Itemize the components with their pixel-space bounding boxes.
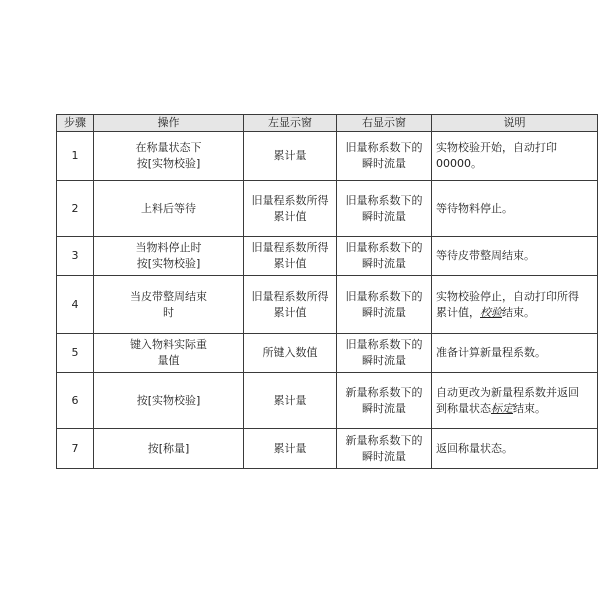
step-number: 2 — [57, 181, 94, 237]
header-right-display: 右显示窗 — [337, 115, 432, 132]
left-display-cell — [244, 373, 337, 429]
right-display-cell — [337, 181, 432, 237]
table-row — [57, 132, 598, 181]
operation-line: 时 — [163, 305, 174, 319]
left-display-line: 累计值 — [273, 257, 307, 270]
description-cell — [432, 429, 598, 469]
description-line: 等待物料停止。 — [436, 201, 513, 215]
left-display-line: 累计量 — [273, 441, 307, 455]
left-display-line: 累计值 — [273, 209, 307, 223]
right-display-line: 新量称系数下的 — [345, 433, 423, 447]
header-step: 步骤 — [57, 115, 94, 132]
right-display-cell — [337, 132, 432, 181]
description-text: 到称量状态 — [436, 401, 491, 415]
operation-line: 当物料停止时 — [135, 241, 202, 254]
description-line: 实物校验开始，自动打印 — [436, 141, 557, 154]
left-display-line: 累计值 — [273, 305, 307, 319]
right-display-line: 瞬时流量 — [362, 401, 406, 415]
description-line: 返回称量状态。 — [436, 441, 513, 455]
description-text: 累计值， — [436, 305, 480, 319]
table-header-row — [57, 115, 598, 132]
operation-line: 按[称量] — [147, 441, 190, 455]
operation-line: 在称量状态下 — [135, 141, 202, 154]
step-number: 7 — [57, 429, 94, 469]
left-display-cell — [244, 237, 337, 276]
step-number: 6 — [57, 373, 94, 429]
operation-line: 按[实物校验] — [136, 257, 201, 270]
operation-cell — [94, 132, 244, 181]
left-display-line: 旧量程系数所得 — [251, 241, 329, 254]
step-number: 3 — [57, 237, 94, 276]
description-text: 结束。 — [513, 401, 546, 415]
step-number: 5 — [57, 334, 94, 373]
operation-cell — [94, 373, 244, 429]
right-display-cell — [337, 429, 432, 469]
description-text: 结束。 — [502, 305, 535, 319]
table-row — [57, 373, 598, 429]
right-display-line: 旧量称系数下的 — [345, 289, 423, 303]
description-line: 等待皮带整周结束。 — [436, 249, 535, 262]
operation-line: 当皮带整周结束 — [130, 289, 207, 303]
operation-cell — [94, 429, 244, 469]
right-display-cell — [337, 237, 432, 276]
description-line: 准备计算新量程系数。 — [436, 346, 546, 359]
description-cell — [432, 373, 598, 429]
table-row — [57, 334, 598, 373]
operation-line: 上料后等待 — [141, 201, 196, 215]
left-display-cell — [244, 276, 337, 334]
left-display-line: 所键入数值 — [262, 346, 318, 359]
table-row — [57, 237, 598, 276]
table-row — [57, 429, 598, 469]
table-row — [57, 276, 598, 334]
header-operation: 操作 — [94, 115, 244, 132]
description-cell — [432, 237, 598, 276]
left-display-cell — [244, 429, 337, 469]
right-display-line: 瞬时流量 — [362, 257, 406, 270]
description-line: 00000。 — [436, 157, 482, 170]
left-display-cell — [244, 334, 337, 373]
right-display-line: 瞬时流量 — [362, 449, 406, 463]
description-line: 自动更改为新量程系数并返回 — [436, 385, 579, 399]
description-line — [436, 401, 594, 417]
description-line: 实物校验停止，自动打印所得 — [436, 289, 579, 303]
step-number: 1 — [57, 132, 94, 181]
right-display-line: 瞬时流量 — [362, 354, 406, 367]
underlined-term: 标定 — [491, 401, 513, 415]
operation-line: 按[实物校验] — [136, 157, 201, 170]
step-number: 4 — [57, 276, 94, 334]
left-display-cell — [244, 181, 337, 237]
description-cell — [432, 334, 598, 373]
right-display-cell — [337, 276, 432, 334]
description-cell — [432, 276, 598, 334]
right-display-cell — [337, 334, 432, 373]
right-display-line: 瞬时流量 — [362, 157, 406, 170]
right-display-line: 旧量称系数下的 — [345, 141, 423, 154]
underlined-term: 校验 — [480, 305, 502, 319]
operation-cell — [94, 237, 244, 276]
left-display-line: 旧量程系数所得 — [251, 289, 329, 303]
left-display-line: 累计量 — [273, 393, 307, 407]
operation-line: 按[实物校验] — [136, 393, 201, 407]
header-left-display: 左显示窗 — [244, 115, 337, 132]
right-display-line: 旧量称系数下的 — [345, 241, 423, 254]
operation-line: 量值 — [157, 354, 180, 367]
operation-line: 键入物料实际重 — [130, 338, 207, 351]
operation-cell — [94, 276, 244, 334]
description-line — [436, 305, 594, 321]
right-display-line: 旧量称系数下的 — [345, 193, 423, 207]
left-display-line: 累计量 — [273, 149, 307, 162]
right-display-line: 新量称系数下的 — [345, 385, 423, 399]
right-display-line: 瞬时流量 — [362, 305, 406, 319]
operation-cell — [94, 181, 244, 237]
calibration-steps-table — [56, 114, 598, 469]
right-display-line: 瞬时流量 — [362, 209, 406, 223]
right-display-line: 旧量称系数下的 — [345, 338, 423, 351]
left-display-cell — [244, 132, 337, 181]
description-cell — [432, 181, 598, 237]
right-display-cell — [337, 373, 432, 429]
operation-cell — [94, 334, 244, 373]
left-display-line: 旧量程系数所得 — [251, 193, 329, 207]
header-description: 说明 — [432, 115, 598, 132]
table-row — [57, 181, 598, 237]
description-cell — [432, 132, 598, 181]
